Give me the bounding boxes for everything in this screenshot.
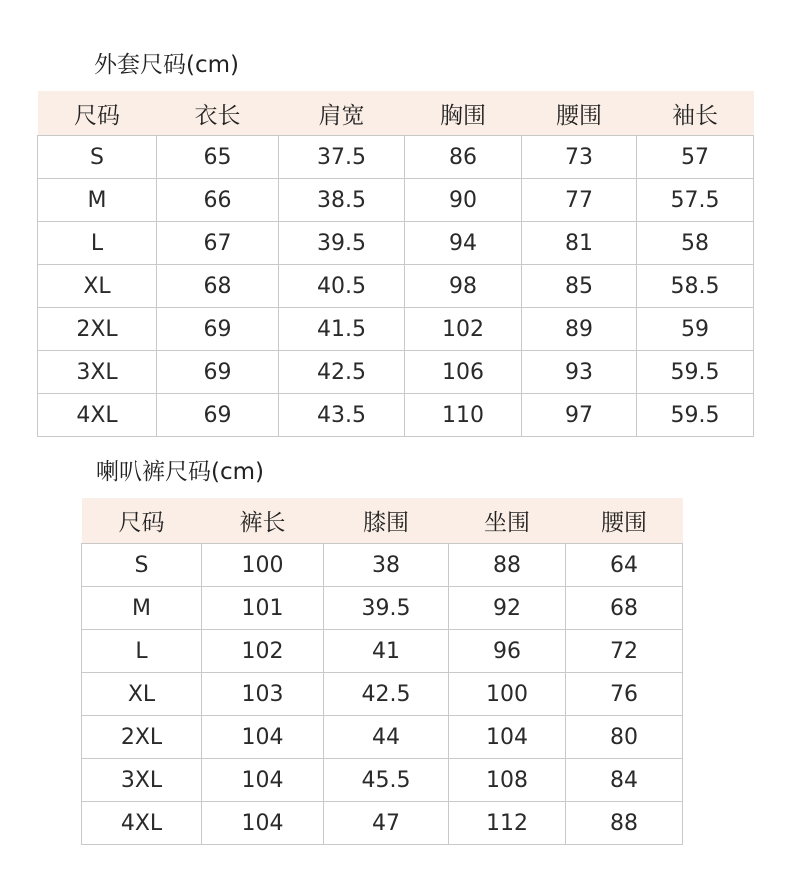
header-cell: 腰围 (566, 498, 683, 544)
table-row (82, 759, 683, 802)
table-cell: 73 (522, 136, 637, 179)
table-cell: 66 (157, 179, 279, 222)
table-cell: 77 (522, 179, 637, 222)
table-cell: 40.5 (279, 265, 405, 308)
table-cell: 69 (157, 351, 279, 394)
table-cell: 42.5 (324, 673, 449, 716)
pants-header-row (82, 498, 683, 544)
table-cell: 41.5 (279, 308, 405, 351)
table-cell: 68 (566, 587, 683, 630)
table-row (38, 136, 754, 179)
table-cell: 4XL (38, 394, 157, 437)
table-cell: L (38, 222, 157, 265)
jacket-size-title: 外套尺码(cm) (94, 52, 239, 78)
table-cell: 103 (202, 673, 324, 716)
table-cell: 59.5 (637, 394, 754, 437)
table-cell: 4XL (82, 802, 202, 845)
table-cell: 47 (324, 802, 449, 845)
table-cell: 81 (522, 222, 637, 265)
header-cell: 衣长 (157, 91, 279, 136)
table-row (82, 716, 683, 759)
header-cell: 胸围 (405, 91, 522, 136)
table-cell: 106 (405, 351, 522, 394)
table-row (38, 394, 754, 437)
table-cell: S (38, 136, 157, 179)
flare-pants-size-table (81, 498, 683, 845)
table-cell: 85 (522, 265, 637, 308)
table-cell: 102 (202, 630, 324, 673)
table-cell: 69 (157, 308, 279, 351)
table-cell: 104 (202, 716, 324, 759)
header-cell: 膝围 (324, 498, 449, 544)
table-cell: L (82, 630, 202, 673)
table-cell: 100 (449, 673, 566, 716)
table-cell: 37.5 (279, 136, 405, 179)
table-cell: 58 (637, 222, 754, 265)
table-cell: 57.5 (637, 179, 754, 222)
table-cell: 104 (449, 716, 566, 759)
table-cell: 43.5 (279, 394, 405, 437)
table-cell: 38 (324, 544, 449, 587)
table-cell: 3XL (38, 351, 157, 394)
table-row (82, 544, 683, 587)
table-cell: 110 (405, 394, 522, 437)
table-cell: XL (82, 673, 202, 716)
table-cell: M (38, 179, 157, 222)
table-cell: 80 (566, 716, 683, 759)
table-row (38, 265, 754, 308)
table-cell: 39.5 (324, 587, 449, 630)
table-row (82, 802, 683, 845)
table-row (38, 308, 754, 351)
table-cell: 68 (157, 265, 279, 308)
table-cell: 57 (637, 136, 754, 179)
table-cell: 93 (522, 351, 637, 394)
table-row (82, 630, 683, 673)
table-cell: 108 (449, 759, 566, 802)
table-cell: 92 (449, 587, 566, 630)
table-cell: 44 (324, 716, 449, 759)
table-cell: 38.5 (279, 179, 405, 222)
table-cell: 97 (522, 394, 637, 437)
table-cell: 65 (157, 136, 279, 179)
table-cell: 76 (566, 673, 683, 716)
table-cell: 2XL (82, 716, 202, 759)
table-cell: 112 (449, 802, 566, 845)
table-cell: 100 (202, 544, 324, 587)
table-cell: 104 (202, 759, 324, 802)
header-cell: 腰围 (522, 91, 637, 136)
table-cell: 88 (566, 802, 683, 845)
table-row (82, 587, 683, 630)
table-cell: XL (38, 265, 157, 308)
table-cell: 45.5 (324, 759, 449, 802)
table-cell: 86 (405, 136, 522, 179)
header-cell: 尺码 (82, 498, 202, 544)
table-cell: 89 (522, 308, 637, 351)
table-row (38, 222, 754, 265)
table-cell: 90 (405, 179, 522, 222)
header-cell: 裤长 (202, 498, 324, 544)
table-cell: 58.5 (637, 265, 754, 308)
table-cell: 59.5 (637, 351, 754, 394)
jacket-size-table (37, 91, 754, 437)
header-cell: 袖长 (637, 91, 754, 136)
table-cell: 41 (324, 630, 449, 673)
table-cell: 104 (202, 802, 324, 845)
header-cell: 肩宽 (279, 91, 405, 136)
table-cell: 72 (566, 630, 683, 673)
table-cell: 88 (449, 544, 566, 587)
table-cell: S (82, 544, 202, 587)
header-cell: 坐围 (449, 498, 566, 544)
table-cell: 59 (637, 308, 754, 351)
table-cell: 67 (157, 222, 279, 265)
table-cell: 39.5 (279, 222, 405, 265)
table-cell: M (82, 587, 202, 630)
table-row (82, 673, 683, 716)
table-cell: 69 (157, 394, 279, 437)
table-cell: 98 (405, 265, 522, 308)
table-cell: 84 (566, 759, 683, 802)
table-cell: 102 (405, 308, 522, 351)
table-cell: 3XL (82, 759, 202, 802)
flare-pants-size-title: 喇叭裤尺码(cm) (96, 459, 264, 485)
table-cell: 42.5 (279, 351, 405, 394)
header-cell: 尺码 (38, 91, 157, 136)
table-cell: 2XL (38, 308, 157, 351)
table-row (38, 351, 754, 394)
table-cell: 94 (405, 222, 522, 265)
table-cell: 101 (202, 587, 324, 630)
jacket-header-row (38, 91, 754, 136)
table-cell: 96 (449, 630, 566, 673)
table-row (38, 179, 754, 222)
table-cell: 64 (566, 544, 683, 587)
